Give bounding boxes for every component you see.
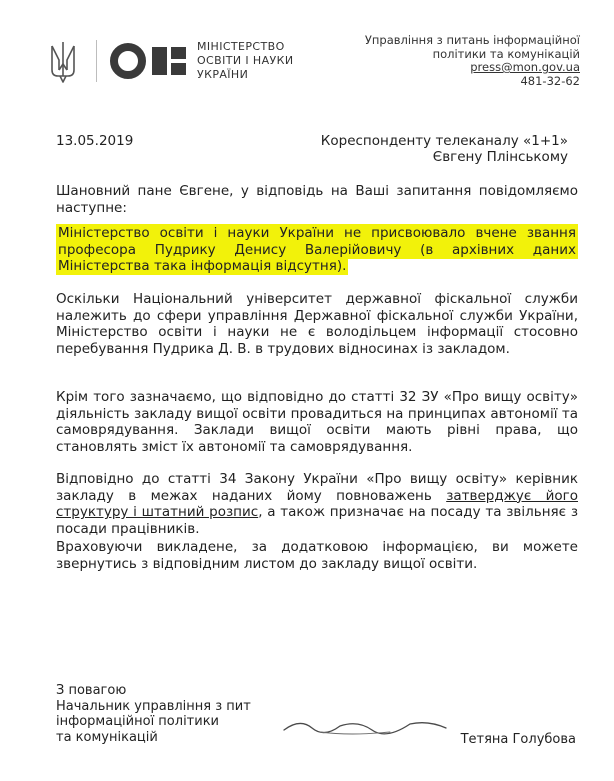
ministry-name-line: УКРАЇНИ bbox=[197, 68, 249, 81]
ministry-name bbox=[197, 40, 307, 82]
paragraph-text: Відповідно до статті 34 Закону України «Про вищу освіту» керівник закладу в межах наданих йому повноважень bbox=[56, 471, 578, 504]
addressee-line: Кореспонденту телеканалу «1+1» bbox=[320, 133, 568, 149]
highlighted-paragraph bbox=[56, 225, 578, 275]
highlighted-text: Міністерство освіти і науки України не присвоювало вчене звання професора Пудрику Денису Валерійовичу (в архівних даних Міністерства така інформація відсутня). bbox=[58, 225, 576, 274]
ministry-name-line: МІНІСТЕРСТВО bbox=[197, 40, 285, 53]
trident-emblem-icon bbox=[50, 40, 76, 84]
paragraph-conclusion: Враховуючи викладене, за додатковою інформацією, ви можете звернутись з відповідним листом до закладу вищої освіти. bbox=[56, 539, 578, 572]
signer-block bbox=[56, 683, 251, 745]
paragraph-article-34 bbox=[56, 471, 578, 537]
signer-title-line: Начальник управління з пит bbox=[56, 698, 251, 714]
closing-phrase: З повагою bbox=[56, 683, 127, 698]
press-email-link[interactable]: press@mon.gov.ua bbox=[470, 60, 580, 74]
addressee bbox=[308, 133, 568, 165]
salutation: Шановний пане Євгене, у відповідь на Ваші запитання повідомляємо наступне: bbox=[56, 183, 578, 216]
department-name-line: політики та комунікацій bbox=[432, 46, 580, 61]
ministry-name-line: ОСВІТИ І НАУКИ bbox=[197, 54, 294, 67]
paragraph-autonomy: Крім того зазначаємо, що відповідно до статті 32 ЗУ «Про вищу освіту» діяльність закладу вищої освіти провадиться на принципах автономії та самоврядування. Заклади вищої освіти мають рівні права, що становлять зміст їх автономії та самоврядування. bbox=[56, 389, 578, 455]
header-divider bbox=[96, 40, 97, 82]
phone-number: 481-32-62 bbox=[520, 73, 580, 88]
department-contact-block bbox=[330, 34, 580, 88]
handwritten-signature bbox=[280, 710, 450, 740]
addressee-line: Євгену Плінському bbox=[432, 149, 568, 165]
signer-title-line: інформаційної політики bbox=[56, 714, 220, 729]
underlined-text: затверджує його структуру і штатний розпис bbox=[56, 487, 579, 520]
ministry-logo-icon bbox=[110, 42, 190, 80]
signer-name: Тетяна Голубова bbox=[460, 732, 576, 747]
department-name-line: Управління з питань інформаційної bbox=[364, 33, 580, 47]
letter-date: 13.05.2019 bbox=[56, 133, 134, 149]
paragraph-text: , а також призначає на посаду та звільняє з посади працівників. bbox=[56, 504, 578, 537]
paragraph-jurisdiction: Оскільки Національний університет державної фіскальної служби належить до сфери управління Державної фіскальної служби України, Міністерство освіти і науки не є володільцем інформації стосовно перебування Пудрика Д. В. в трудових відносинах із закладом. bbox=[56, 291, 578, 357]
signer-title-line: та комунікацій bbox=[56, 729, 158, 745]
